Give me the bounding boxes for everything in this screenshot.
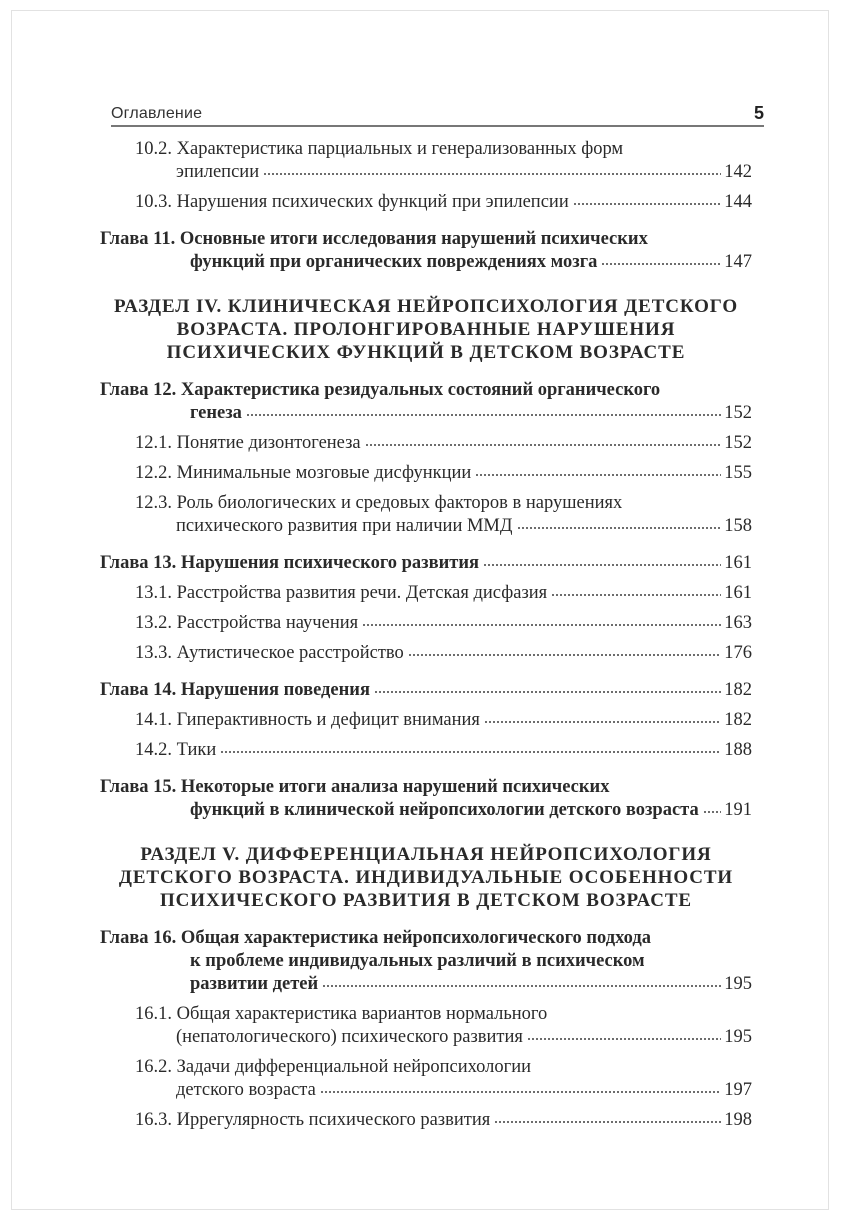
- dot-leader: [494, 1120, 721, 1124]
- toc-entry-text: Глава 16. Общая характеристика нейропсихологического подхода: [100, 928, 651, 948]
- toc-chapter-entry: [100, 228, 752, 274]
- toc-entry-text: Глава 14. Нарушения поведения: [100, 680, 370, 700]
- dot-leader: [703, 810, 722, 814]
- toc-page-number: 195: [724, 1027, 752, 1047]
- toc-entry-text: ВОЗРАСТА. ПРОЛОНГИРОВАННЫЕ НАРУШЕНИЯ: [176, 319, 676, 340]
- toc-page-number: 147: [724, 252, 752, 272]
- toc-chapter-entry: [100, 776, 752, 822]
- toc-section-entry: [100, 295, 752, 364]
- toc-line: [100, 402, 752, 425]
- toc-sub-entry: [100, 432, 752, 455]
- toc-line: [100, 843, 752, 866]
- toc-entry-text: 13.1. Расстройства развития речи. Детская дисфазия: [135, 583, 548, 603]
- running-header-title: Оглавление: [111, 105, 203, 122]
- toc-line: [100, 341, 752, 364]
- toc-entry-text: 12.3. Роль биологических и средовых факторов в нарушениях: [135, 493, 623, 513]
- toc-page-number: 198: [724, 1110, 752, 1130]
- toc-line: [100, 432, 752, 455]
- dot-leader: [601, 262, 721, 266]
- toc-entry-text: 10.3. Нарушения психических функций при эпилепсии: [135, 192, 569, 212]
- dot-leader: [484, 720, 721, 724]
- toc-entry-text: Глава 15. Некоторые итоги анализа нарушений психических: [100, 777, 610, 797]
- running-header: [111, 101, 764, 127]
- toc-page-number: 182: [724, 680, 752, 700]
- toc-line: [100, 973, 752, 996]
- toc-chapter-entry: [100, 379, 752, 425]
- toc-page-number: 142: [724, 162, 752, 182]
- toc-entry-text: Глава 13. Нарушения психического развития: [100, 553, 480, 573]
- toc-page-number: 191: [724, 800, 752, 820]
- toc-line: [100, 776, 752, 799]
- toc-chapter-entry: [100, 679, 752, 702]
- toc-line: [100, 642, 752, 665]
- toc-line: [100, 1079, 752, 1102]
- dot-leader: [362, 623, 721, 627]
- toc-section-entry: [100, 843, 752, 912]
- toc-line: [100, 889, 752, 912]
- toc-entry-text: функций при органических повреждениях мозга: [190, 252, 598, 272]
- toc-entry-text: 13.2. Расстройства научения: [135, 613, 359, 633]
- toc-line: [100, 228, 752, 251]
- toc-page-number: 161: [724, 583, 752, 603]
- toc-sub-entry: [100, 138, 752, 184]
- toc-line: [100, 1109, 752, 1132]
- toc-sub-entry: [100, 1056, 752, 1102]
- toc-line: [100, 582, 752, 605]
- toc-line: [100, 927, 752, 950]
- dot-leader: [551, 593, 721, 597]
- toc-sub-entry: [100, 709, 752, 732]
- toc-entry-text: 13.3. Аутистическое расстройство: [135, 643, 404, 663]
- toc-line: [100, 138, 752, 161]
- page-number: 5: [753, 103, 764, 123]
- dot-leader: [246, 413, 721, 417]
- toc-entry-text: Глава 11. Основные итоги исследования нарушений психических: [100, 229, 648, 249]
- toc-page-number: 158: [724, 516, 752, 536]
- toc-sub-entry: [100, 462, 752, 485]
- toc-entry-text: к проблеме индивидуальных различий в психическом: [190, 951, 645, 971]
- toc-sub-entry: [100, 191, 752, 214]
- dot-leader: [263, 172, 721, 176]
- toc-entry-text: (непатологического) психического развития: [176, 1027, 523, 1047]
- toc-page-number: 144: [724, 192, 752, 212]
- toc-entry-text: 10.2. Характеристика парциальных и генерализованных форм: [135, 139, 624, 159]
- toc-line: [100, 799, 752, 822]
- toc-sub-entry: [100, 612, 752, 635]
- toc-line: [100, 161, 752, 184]
- toc-line: [100, 1056, 752, 1079]
- toc-entry-text: 12.2. Минимальные мозговые дисфункции: [135, 463, 472, 483]
- toc-page-number: 188: [724, 740, 752, 760]
- toc-page-number: 152: [724, 433, 752, 453]
- toc-entry-text: Глава 12. Характеристика резидуальных состояний органического: [100, 380, 661, 400]
- toc-entry-text: детского возраста: [176, 1080, 316, 1100]
- toc-entry-text: 12.1. Понятие дизонтогенеза: [135, 433, 361, 453]
- toc-entry-text: 16.1. Общая характеристика вариантов нормального: [135, 1004, 548, 1024]
- toc-line: [100, 950, 752, 973]
- dot-leader: [475, 473, 721, 477]
- toc-entry-text: ПСИХИЧЕСКОГО РАЗВИТИЯ В ДЕТСКОМ ВОЗРАСТЕ: [160, 890, 692, 911]
- toc-line: [100, 709, 752, 732]
- toc-line: [100, 191, 752, 214]
- dot-leader: [322, 984, 721, 988]
- toc-entry-text: ДЕТСКОГО ВОЗРАСТА. ИНДИВИДУАЛЬНЫЕ ОСОБЕННОСТИ: [118, 867, 734, 888]
- toc-entry-text: психического развития при наличии ММД: [176, 516, 513, 536]
- toc-sub-entry: [100, 1003, 752, 1049]
- toc-entry-text: РАЗДЕЛ IV. КЛИНИЧЕСКАЯ НЕЙРОПСИХОЛОГИЯ ДЕТСКОГО: [114, 296, 738, 317]
- dot-leader: [374, 690, 721, 694]
- toc-entry-text: 14.2. Тики: [135, 740, 217, 760]
- dot-leader: [320, 1090, 721, 1094]
- toc-entry-text: 16.2. Задачи дифференциальной нейропсихологии: [135, 1057, 532, 1077]
- toc-line: [100, 318, 752, 341]
- toc-page-number: 163: [724, 613, 752, 633]
- toc-page-number: 176: [724, 643, 752, 663]
- toc-line: [100, 462, 752, 485]
- toc-sub-entry: [100, 492, 752, 538]
- toc-page-number: 197: [724, 1080, 752, 1100]
- dot-leader: [220, 750, 721, 754]
- toc-line: [100, 552, 752, 575]
- toc-entry-text: 16.3. Иррегулярность психического развития: [135, 1110, 491, 1130]
- toc-sub-entry: [100, 1109, 752, 1132]
- toc-entry-text: 14.1. Гиперактивность и дефицит внимания: [135, 710, 480, 730]
- toc-line: [100, 295, 752, 318]
- dot-leader: [527, 1037, 721, 1041]
- toc-chapter-entry: [100, 927, 752, 996]
- toc-page-number: 195: [724, 974, 752, 994]
- toc-line: [100, 492, 752, 515]
- toc-page-number: 152: [724, 403, 752, 423]
- toc-sub-entry: [100, 739, 752, 762]
- toc-chapter-entry: [100, 552, 752, 575]
- dot-leader: [573, 202, 722, 206]
- toc-line: [100, 1026, 752, 1049]
- toc-line: [100, 866, 752, 889]
- toc-line: [100, 612, 752, 635]
- toc-entry-text: РАЗДЕЛ V. ДИФФЕРЕНЦИАЛЬНАЯ НЕЙРОПСИХОЛОГИЯ: [140, 844, 712, 865]
- toc-entry-text: генеза: [190, 403, 242, 423]
- toc-line: [100, 515, 752, 538]
- toc-sub-entry: [100, 642, 752, 665]
- table-of-contents: [100, 138, 752, 1132]
- toc-line: [100, 1003, 752, 1026]
- dot-leader: [517, 526, 722, 530]
- toc-line: [100, 739, 752, 762]
- toc-entry-text: развитии детей: [190, 974, 319, 994]
- toc-page-number: 155: [724, 463, 752, 483]
- toc-line: [100, 251, 752, 274]
- toc-page-number: 161: [724, 553, 752, 573]
- dot-leader: [408, 653, 721, 657]
- toc-line: [100, 679, 752, 702]
- toc-line: [100, 379, 752, 402]
- dot-leader: [365, 443, 722, 447]
- toc-entry-text: ПСИХИЧЕСКИХ ФУНКЦИЙ В ДЕТСКОМ ВОЗРАСТЕ: [166, 342, 686, 363]
- toc-entry-text: эпилепсии: [176, 162, 260, 182]
- dot-leader: [483, 563, 721, 567]
- toc-entry-text: функций в клинической нейропсихологии детского возраста: [190, 800, 699, 820]
- toc-page-number: 182: [724, 710, 752, 730]
- toc-sub-entry: [100, 582, 752, 605]
